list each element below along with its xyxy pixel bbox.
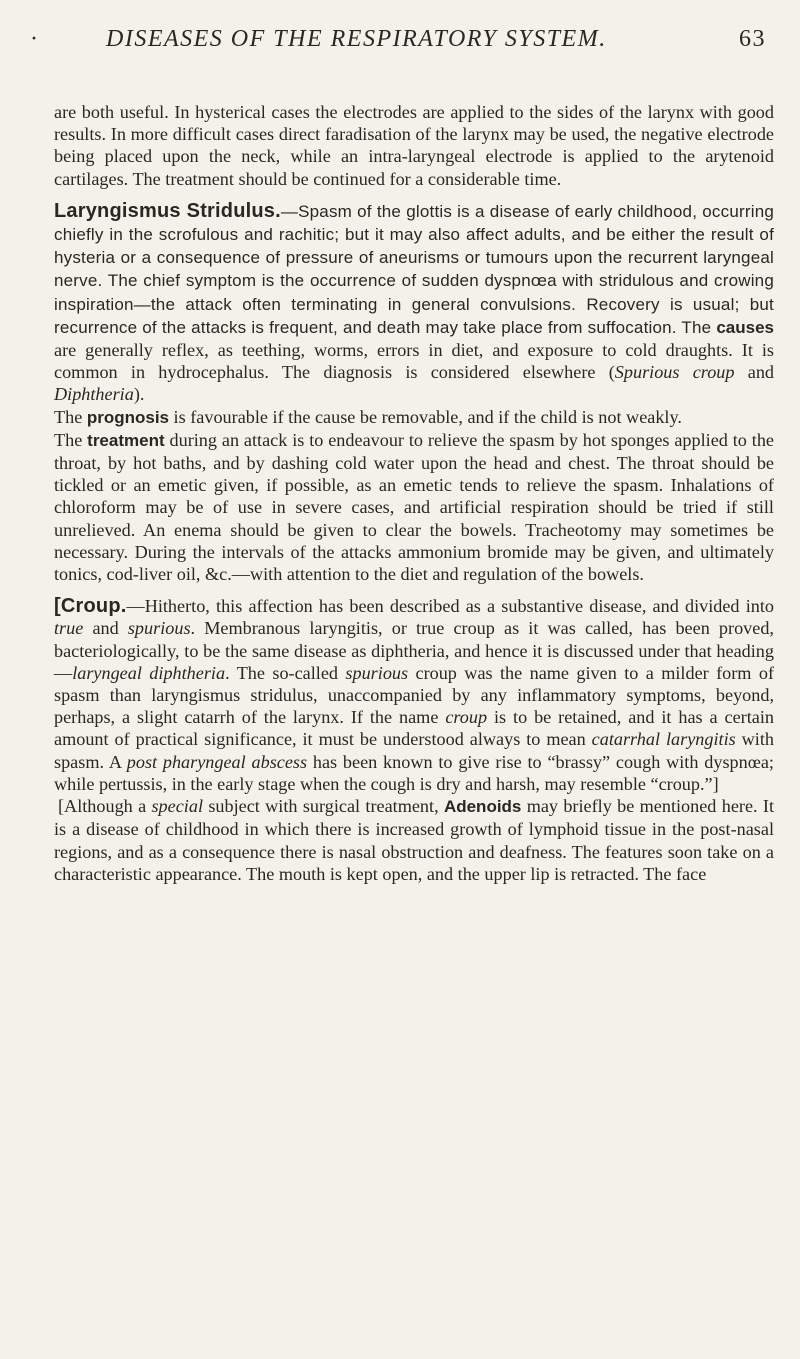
italic-term: special <box>151 796 204 817</box>
keyword-causes: causes <box>716 317 774 337</box>
italic-term: spurious <box>127 618 191 639</box>
paragraph-adenoids <box>54 795 774 885</box>
text-run: are generally reflex, as teething, worms, errors in diet, and exposure to cold draughts. It is common in hydrocephalus. The diagnosis is considered elsewhere ( <box>54 340 774 383</box>
section-heading-laryngismus: Laryngismus Stridulus. <box>54 199 281 222</box>
body-text <box>54 101 774 885</box>
cross-reference: Diphtheria <box>54 384 134 405</box>
running-title: DISEASES OF THE RESPIRATORY SYSTEM. <box>106 26 607 52</box>
italic-term: true <box>54 618 84 639</box>
text-run: may briefly be mentioned here. It is a disease of childhood in which there is increased growth of lymphoid tissue in the post-nasal regions, and as a consequence there is nasal obstruction and deafness. The features soon take on a characteristic appearance. The mouth is kept open, and the upper lip is retracted. The face <box>54 796 774 884</box>
text-run: . Membranous laryngitis, or true croup as it was called, has been proved, bacteriologically, to be the same disease as diphtheria, and hence it is discussed under that heading— <box>54 618 774 683</box>
text-run: with spasm. A <box>54 729 775 772</box>
text-run: is to be retained, and it has a certain amount of practical significance, it must be understood always to mean <box>54 707 775 750</box>
keyword-adenoids: Adenoids <box>443 797 522 817</box>
keyword-prognosis: prognosis <box>86 407 169 427</box>
italic-term: laryngeal diphtheria <box>72 662 226 683</box>
cross-reference: Spurious croup <box>614 362 735 383</box>
text-run: The <box>54 406 87 427</box>
paragraph-treatment <box>54 429 774 585</box>
text-run: —Hitherto, this affection has been described as a substantive disease, and divided into <box>126 596 774 617</box>
text-run: and <box>734 362 775 383</box>
text-run: The <box>54 429 88 450</box>
text-run: croup was the name given to a milder form of spasm than laryngismus stridulus, unaccompanied by any inflammatory symptoms, beyond, perhaps, a slight catarrh of the larynx. If the name <box>54 662 775 728</box>
italic-term: croup <box>445 707 488 728</box>
header-dot: · <box>30 26 40 52</box>
text-run: [Although a <box>58 796 152 817</box>
italic-term: spurious <box>345 662 409 683</box>
page-number: 63 <box>739 26 766 52</box>
paragraph-prognosis <box>54 406 774 429</box>
text-run: during an attack is to endeavour to relieve the spasm by hot sponges applied to the throat, by hot baths, and by dashing cold water upon the head and chest. The throat should be tickled or an emetic given, if possible, as an emetic tends to relieve the spasm. Inhalations of chloroform may be of use in severe cases, and artificial respiration should be tried if still unrelieved. An enema should be given to clear the bowels. Tracheotomy may sometimes be necessary. During the intervals of the attacks ammonium bromide may be given, and ultimately tonics, cod-liver oil, &c.—with attention to the diet and regulation of the bowels. <box>54 429 774 585</box>
text-run: is favourable if the cause be removable, and if the child is not weakly. <box>169 406 682 427</box>
text-run: subject with surgical treatment, <box>203 796 444 817</box>
paragraph-electrodes <box>54 101 774 190</box>
text-run: . The so-called <box>225 662 346 683</box>
text-run: has been known to give rise to “brassy” cough with dyspnœa; while pertussis, in the early stage when the cough is dry and harsh, may resemble “croup.”] <box>54 751 774 794</box>
paragraph-laryngismus <box>54 200 774 406</box>
italic-term: catarrhal laryngitis <box>591 729 736 750</box>
section-heading-croup: [Croup. <box>54 595 127 618</box>
text-run: —Spasm of the glottis is a disease of early childhood, occurring chiefly in the scrofulous and rachitic; but it may also affect adults, and be either the result of hysteria or a consequence of pressure of aneurisms or tumours upon the recurrent laryngeal nerve. The chief symptom is the occurrence of sudden dyspnœa with stridulous and crowing inspiration—the attack often terminating in general convulsions. Recovery is usual; but recurrence of the attacks is frequent, and death may take place from suffocation. The <box>54 201 774 337</box>
text-run: and <box>83 618 128 639</box>
paragraph-croup <box>54 595 774 795</box>
paragraph-text: are both useful. In hysterical cases the electrodes are applied to the sides of the larynx with good results. In more difficult cases direct faradisation of the larynx may be used, the negative electrode being placed upon the neck, while an intra-laryngeal electrode is applied to the arytenoid cartilages. The treatment should be continued for a considerable time. <box>54 102 774 189</box>
keyword-treatment: treatment <box>87 430 165 450</box>
italic-term: post pharyngeal abscess <box>126 751 308 772</box>
text-run: ). <box>133 384 145 405</box>
